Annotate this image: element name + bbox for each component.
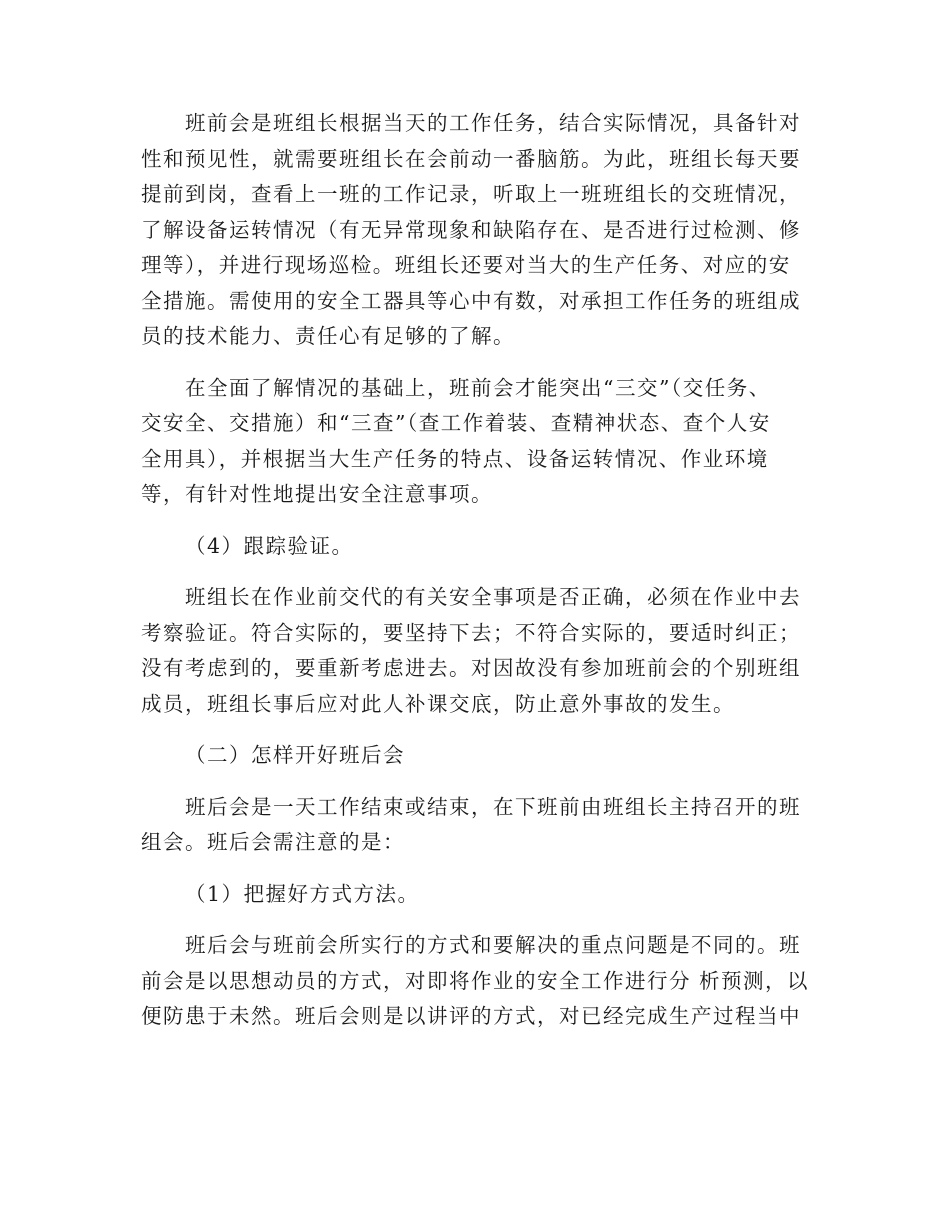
paragraph-line: 了解设备运转情况（有无异常现象和缺陷存在、是否进行过检测、修 <box>141 217 801 242</box>
paragraph-line: 交安全、交措施）和“三查”（查工作着装、查精神状态、查个人安 <box>141 411 771 435</box>
paragraph-line: 成员，班组长事后应对此人补课交底，防止意外事故的发生。 <box>141 691 735 716</box>
paragraph-line: 班后会是一天工作结束或结束，在下班前由班组长主持召开的班 <box>185 794 801 819</box>
paragraph-line: 前会是以思想动员的方式，对即将作业的安全工作进行分 析预测，以 <box>141 968 810 993</box>
section-heading-methods: （1）把握好方式方法。 <box>185 881 420 906</box>
paragraph-line: 等，有针对性地提出安全注意事项。 <box>141 482 493 506</box>
paragraph-pre-shift-preparation <box>141 106 821 355</box>
paragraph-verification <box>141 580 821 722</box>
paragraph-line: 组会。班后会需注意的是： <box>141 830 405 854</box>
paragraph-line: 提前到岗，查看上一班的工作记录，听取上一班班组长的交班情况， <box>141 182 801 206</box>
paragraph-line: 员的技术能力、责任心有足够的了解。 <box>141 324 515 348</box>
paragraph-line: 班后会与班前会所实行的方式和要解决的重点问题是不同的。班 <box>185 933 801 957</box>
paragraph-line: 全措施。需使用的安全工器具等心中有数，对承担工作任务的班组成 <box>141 288 801 313</box>
paragraph-post-shift-definition <box>141 790 821 861</box>
document-body <box>141 106 821 1051</box>
paragraph-line: 考察验证。符合实际的，要坚持下去；不符合实际的，要适时纠正； <box>141 620 801 645</box>
paragraph-line: 便防患于未然。班后会则是以讲评的方式，对已经完成生产过程当中 <box>141 1004 801 1028</box>
paragraph-line: 在全面了解情况的基础上，班前会才能突出“三交”（交任务、 <box>185 375 771 400</box>
paragraph-three-handovers <box>141 371 821 513</box>
section-heading-post-shift-meeting: （二）怎样开好班后会 <box>185 743 405 767</box>
paragraph-line: 班组长在作业前交代的有关安全事项是否正确，必须在作业中去 <box>185 585 801 609</box>
paragraph-line: 理等），并进行现场巡检。班组长还要对当大的生产任务、对应的安 <box>141 253 791 277</box>
paragraph-line: 全用具），并根据当大生产任务的特点、设备运转情况、作业环境 <box>141 446 769 471</box>
paragraph-methods-comparison <box>141 928 821 1035</box>
paragraph-line: 班前会是班组长根据当天的工作任务，结合实际情况，具备针对 <box>185 111 801 135</box>
section-heading-tracking-verification: （4）跟踪验证。 <box>185 533 354 558</box>
paragraph-line: 没有考虑到的，要重新考虑进去。对因故没有参加班前会的个别班组 <box>141 656 801 680</box>
paragraph-line: 性和预见性，就需要班组长在会前动一番脑筋。为此，班组长每天要 <box>141 146 801 171</box>
